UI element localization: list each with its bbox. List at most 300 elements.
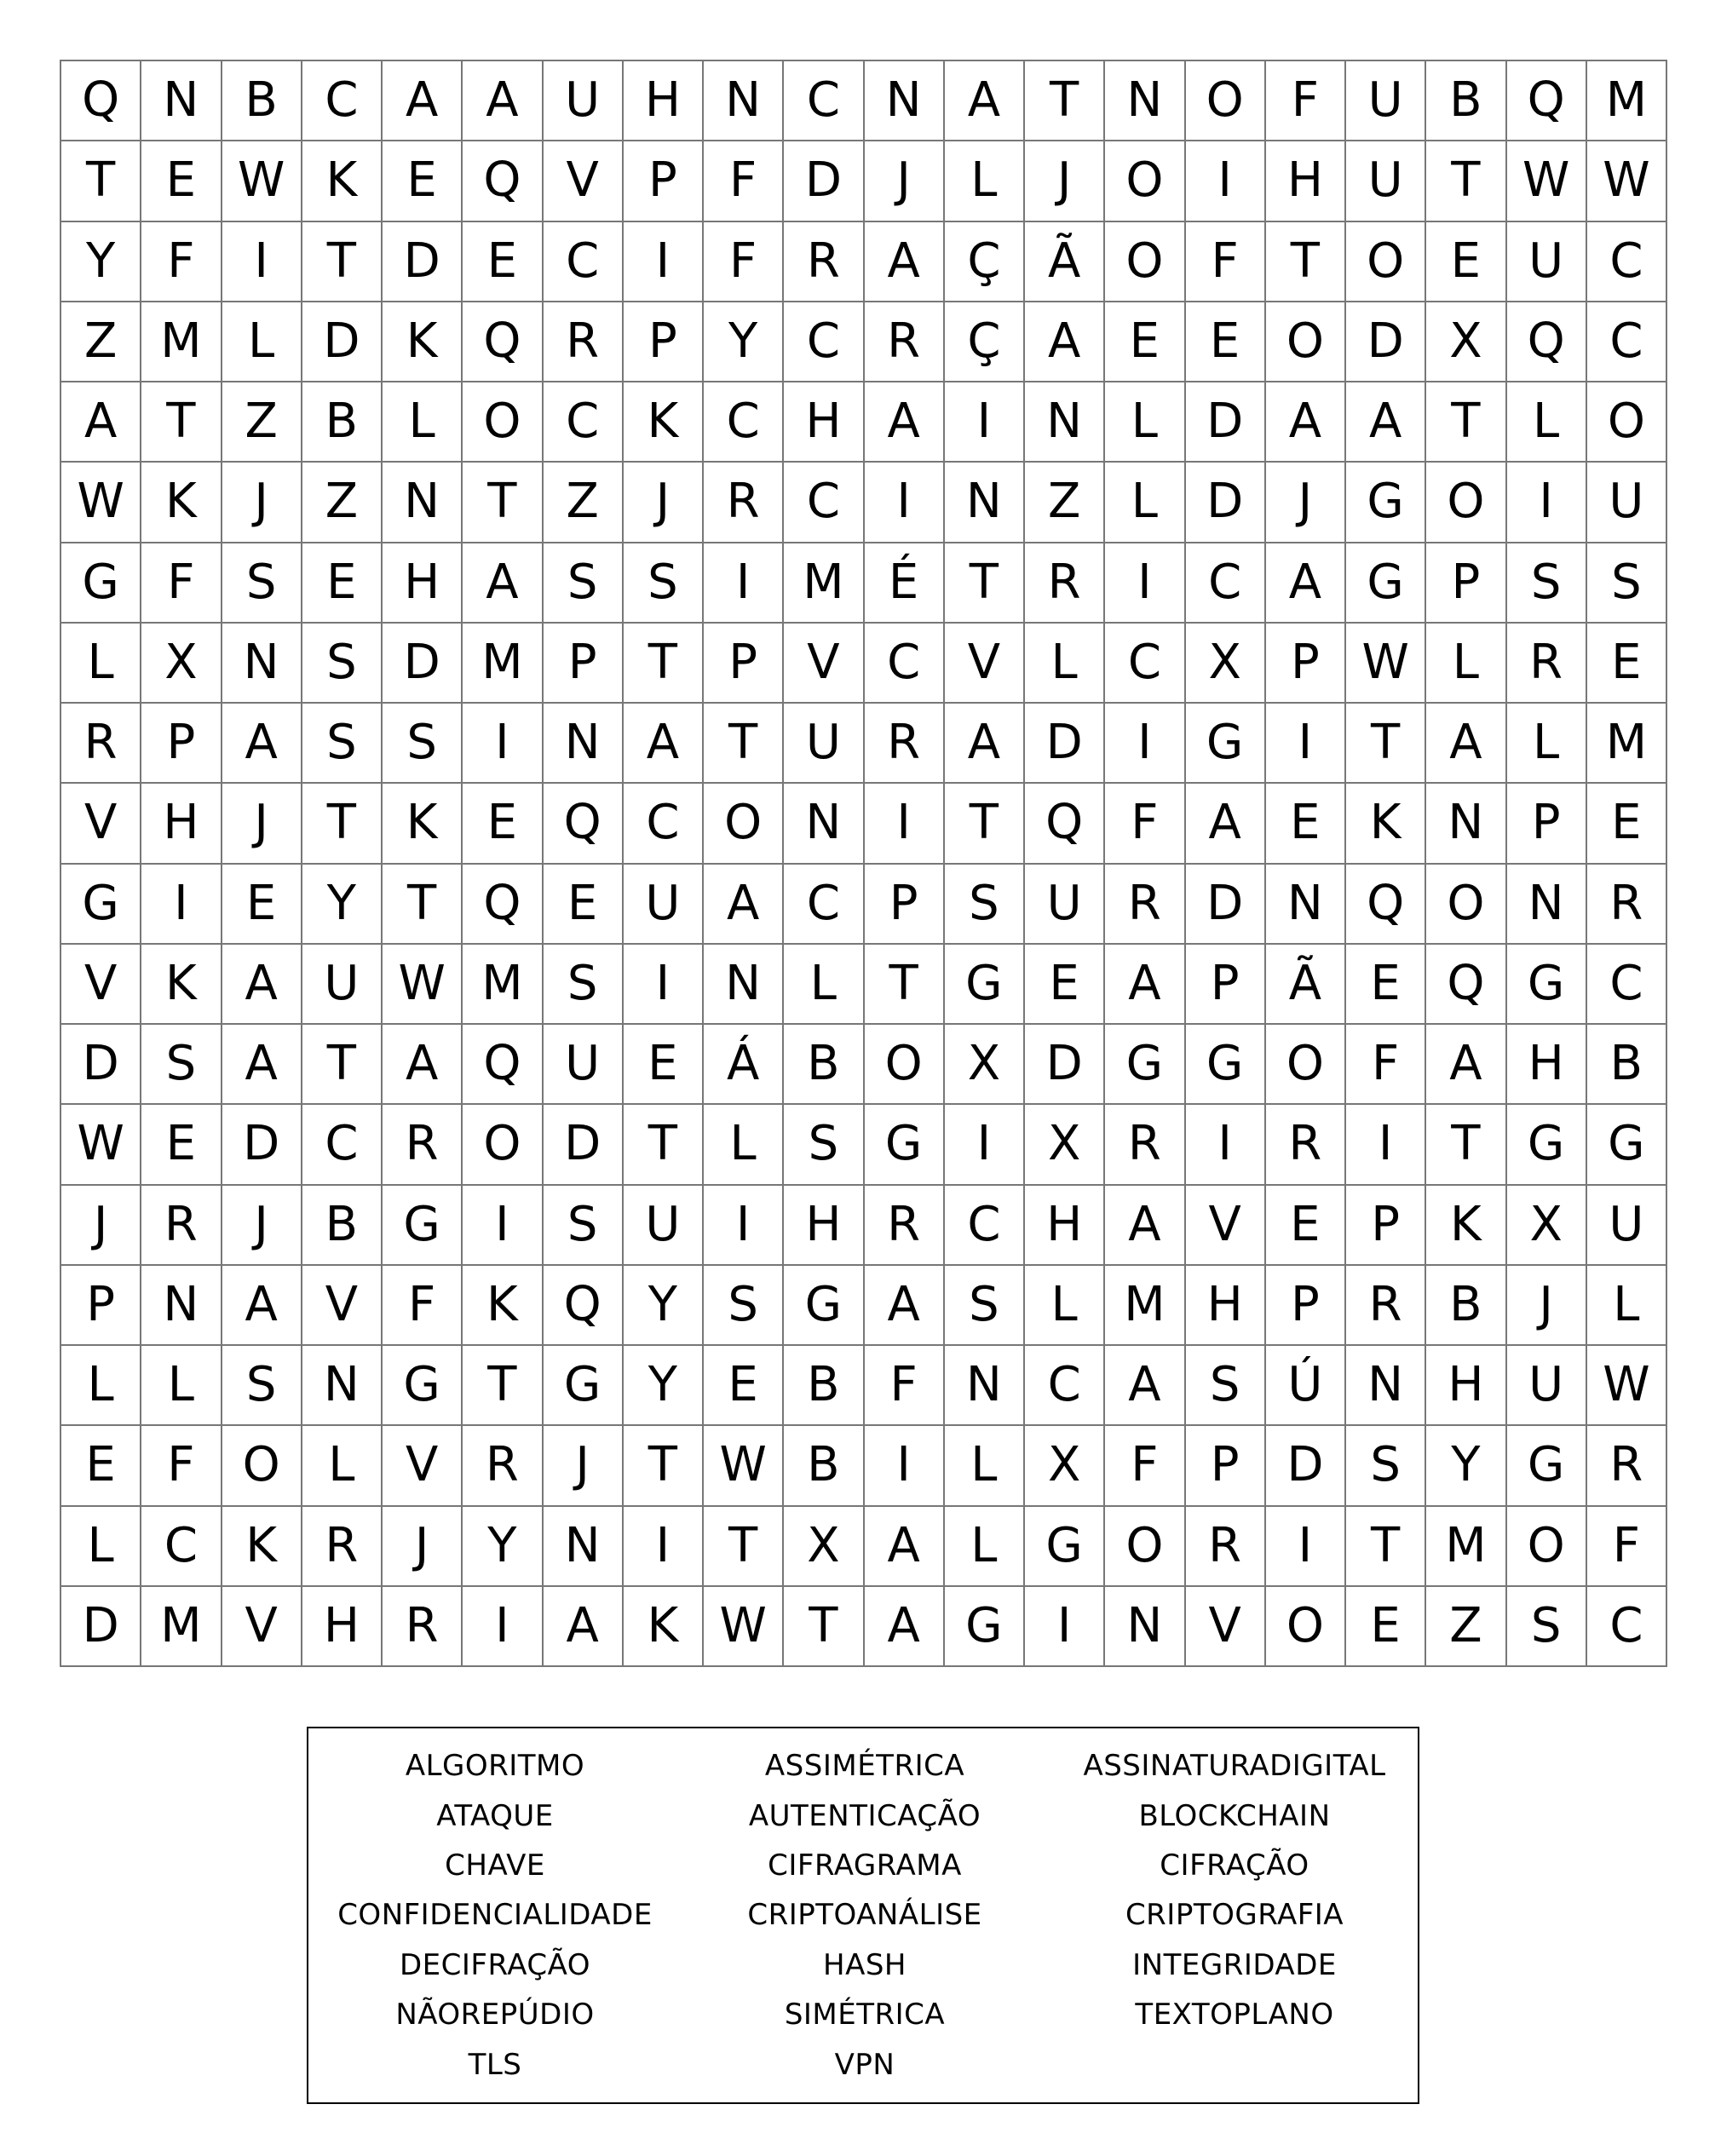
grid-cell[interactable]: V bbox=[544, 141, 624, 221]
grid-cell[interactable]: D bbox=[1266, 1426, 1346, 1506]
grid-cell[interactable]: A bbox=[704, 865, 784, 945]
grid-cell[interactable]: L bbox=[1507, 382, 1587, 463]
grid-cell[interactable]: R bbox=[141, 1186, 222, 1266]
grid-cell[interactable]: O bbox=[1507, 1507, 1587, 1587]
grid-cell[interactable]: H bbox=[302, 1587, 383, 1667]
grid-cell[interactable]: S bbox=[222, 1346, 302, 1426]
grid-cell[interactable]: O bbox=[463, 1105, 543, 1185]
grid-cell[interactable]: O bbox=[1105, 141, 1185, 221]
grid-cell[interactable]: K bbox=[222, 1507, 302, 1587]
grid-cell[interactable]: N bbox=[784, 784, 864, 864]
grid-cell[interactable]: C bbox=[784, 61, 864, 141]
grid-cell[interactable]: W bbox=[1587, 141, 1667, 221]
grid-cell[interactable]: F bbox=[704, 141, 784, 221]
grid-cell[interactable]: U bbox=[1346, 61, 1426, 141]
grid-cell[interactable]: C bbox=[784, 463, 864, 543]
grid-cell[interactable]: Z bbox=[1025, 463, 1105, 543]
grid-cell[interactable]: L bbox=[1507, 704, 1587, 784]
grid-cell[interactable]: D bbox=[1025, 1025, 1105, 1105]
grid-cell[interactable]: L bbox=[141, 1346, 222, 1426]
grid-cell[interactable]: U bbox=[1025, 865, 1105, 945]
grid-cell[interactable]: E bbox=[1186, 302, 1266, 382]
grid-cell[interactable]: K bbox=[463, 1266, 543, 1346]
grid-cell[interactable]: I bbox=[1105, 543, 1185, 624]
grid-cell[interactable]: L bbox=[1025, 1266, 1105, 1346]
grid-cell[interactable]: W bbox=[222, 141, 302, 221]
grid-cell[interactable]: T bbox=[302, 1025, 383, 1105]
grid-cell[interactable]: Z bbox=[302, 463, 383, 543]
grid-cell[interactable]: F bbox=[1266, 61, 1346, 141]
grid-cell[interactable]: E bbox=[141, 141, 222, 221]
grid-cell[interactable]: F bbox=[383, 1266, 463, 1346]
grid-cell[interactable]: T bbox=[1426, 382, 1506, 463]
grid-cell[interactable]: A bbox=[61, 382, 141, 463]
grid-cell[interactable]: E bbox=[222, 865, 302, 945]
grid-cell[interactable]: G bbox=[945, 945, 1025, 1025]
grid-cell[interactable]: N bbox=[704, 945, 784, 1025]
grid-cell[interactable]: G bbox=[1507, 1105, 1587, 1185]
grid-cell[interactable]: P bbox=[61, 1266, 141, 1346]
grid-cell[interactable]: F bbox=[1587, 1507, 1667, 1587]
grid-cell[interactable]: P bbox=[624, 302, 704, 382]
grid-cell[interactable]: R bbox=[1346, 1266, 1426, 1346]
grid-cell[interactable]: I bbox=[1025, 1587, 1105, 1667]
grid-cell[interactable]: G bbox=[945, 1587, 1025, 1667]
grid-cell[interactable]: A bbox=[463, 61, 543, 141]
grid-cell[interactable]: Y bbox=[463, 1507, 543, 1587]
grid-cell[interactable]: U bbox=[1507, 222, 1587, 302]
grid-cell[interactable]: M bbox=[141, 302, 222, 382]
grid-cell[interactable]: R bbox=[1507, 624, 1587, 704]
grid-cell[interactable]: R bbox=[383, 1587, 463, 1667]
grid-cell[interactable]: N bbox=[1105, 61, 1185, 141]
grid-cell[interactable]: Y bbox=[302, 865, 383, 945]
grid-cell[interactable]: O bbox=[1186, 61, 1266, 141]
grid-cell[interactable]: W bbox=[61, 463, 141, 543]
grid-cell[interactable]: A bbox=[1186, 784, 1266, 864]
grid-cell[interactable]: Ã bbox=[1025, 222, 1105, 302]
grid-cell[interactable]: W bbox=[61, 1105, 141, 1185]
grid-cell[interactable]: S bbox=[624, 543, 704, 624]
grid-cell[interactable]: E bbox=[544, 865, 624, 945]
grid-cell[interactable]: K bbox=[383, 302, 463, 382]
grid-cell[interactable]: A bbox=[865, 1266, 945, 1346]
grid-cell[interactable]: T bbox=[1426, 1105, 1506, 1185]
grid-cell[interactable]: R bbox=[1105, 1105, 1185, 1185]
grid-cell[interactable]: S bbox=[704, 1266, 784, 1346]
grid-cell[interactable]: I bbox=[704, 1186, 784, 1266]
grid-cell[interactable]: G bbox=[865, 1105, 945, 1185]
grid-cell[interactable]: T bbox=[624, 1426, 704, 1506]
grid-cell[interactable]: Q bbox=[463, 1025, 543, 1105]
grid-cell[interactable]: G bbox=[61, 865, 141, 945]
grid-cell[interactable]: I bbox=[624, 1507, 704, 1587]
grid-cell[interactable]: Y bbox=[1426, 1426, 1506, 1506]
grid-cell[interactable]: R bbox=[383, 1105, 463, 1185]
grid-cell[interactable]: A bbox=[624, 704, 704, 784]
grid-cell[interactable]: E bbox=[1587, 784, 1667, 864]
grid-cell[interactable]: A bbox=[383, 61, 463, 141]
grid-cell[interactable]: W bbox=[1346, 624, 1426, 704]
grid-cell[interactable]: U bbox=[624, 1186, 704, 1266]
grid-cell[interactable]: A bbox=[1025, 302, 1105, 382]
grid-cell[interactable]: K bbox=[1426, 1186, 1506, 1266]
grid-cell[interactable]: Y bbox=[624, 1266, 704, 1346]
grid-cell[interactable]: G bbox=[1025, 1507, 1105, 1587]
grid-cell[interactable]: I bbox=[1186, 1105, 1266, 1185]
grid-cell[interactable]: I bbox=[865, 1426, 945, 1506]
grid-cell[interactable]: H bbox=[1266, 141, 1346, 221]
grid-cell[interactable]: E bbox=[1025, 945, 1105, 1025]
grid-cell[interactable]: C bbox=[544, 382, 624, 463]
grid-cell[interactable]: J bbox=[222, 463, 302, 543]
grid-cell[interactable]: Y bbox=[624, 1346, 704, 1426]
grid-cell[interactable]: G bbox=[1507, 945, 1587, 1025]
grid-cell[interactable]: I bbox=[463, 704, 543, 784]
grid-cell[interactable]: N bbox=[865, 61, 945, 141]
grid-cell[interactable]: O bbox=[1105, 222, 1185, 302]
grid-cell[interactable]: S bbox=[1507, 543, 1587, 624]
grid-cell[interactable]: M bbox=[463, 945, 543, 1025]
grid-cell[interactable]: P bbox=[1346, 1186, 1426, 1266]
grid-cell[interactable]: T bbox=[61, 141, 141, 221]
grid-cell[interactable]: Q bbox=[1346, 865, 1426, 945]
grid-cell[interactable]: U bbox=[544, 1025, 624, 1105]
grid-cell[interactable]: W bbox=[1507, 141, 1587, 221]
grid-cell[interactable]: A bbox=[1105, 1186, 1185, 1266]
grid-cell[interactable]: G bbox=[544, 1346, 624, 1426]
grid-cell[interactable]: V bbox=[383, 1426, 463, 1506]
grid-cell[interactable]: C bbox=[141, 1507, 222, 1587]
grid-cell[interactable]: T bbox=[383, 865, 463, 945]
grid-cell[interactable]: G bbox=[1587, 1105, 1667, 1185]
grid-cell[interactable]: J bbox=[1266, 463, 1346, 543]
grid-cell[interactable]: Á bbox=[704, 1025, 784, 1105]
grid-cell[interactable]: B bbox=[1426, 61, 1506, 141]
grid-cell[interactable]: B bbox=[784, 1346, 864, 1426]
grid-cell[interactable]: T bbox=[463, 1346, 543, 1426]
grid-cell[interactable]: H bbox=[624, 61, 704, 141]
grid-cell[interactable]: E bbox=[1587, 624, 1667, 704]
grid-cell[interactable]: K bbox=[141, 463, 222, 543]
grid-cell[interactable]: A bbox=[865, 382, 945, 463]
grid-cell[interactable]: P bbox=[704, 624, 784, 704]
grid-cell[interactable]: F bbox=[1186, 222, 1266, 302]
grid-cell[interactable]: I bbox=[1186, 141, 1266, 221]
grid-cell[interactable]: D bbox=[1186, 463, 1266, 543]
grid-cell[interactable]: S bbox=[141, 1025, 222, 1105]
grid-cell[interactable]: A bbox=[1105, 945, 1185, 1025]
grid-cell[interactable]: N bbox=[383, 463, 463, 543]
grid-cell[interactable]: S bbox=[1587, 543, 1667, 624]
grid-cell[interactable]: R bbox=[784, 222, 864, 302]
grid-cell[interactable]: J bbox=[624, 463, 704, 543]
grid-cell[interactable]: S bbox=[1507, 1587, 1587, 1667]
grid-cell[interactable]: S bbox=[544, 543, 624, 624]
grid-cell[interactable]: R bbox=[1186, 1507, 1266, 1587]
grid-cell[interactable]: N bbox=[1426, 784, 1506, 864]
grid-cell[interactable]: F bbox=[141, 1426, 222, 1506]
grid-cell[interactable]: C bbox=[302, 61, 383, 141]
grid-cell[interactable]: L bbox=[945, 1507, 1025, 1587]
grid-cell[interactable]: E bbox=[1266, 1186, 1346, 1266]
grid-cell[interactable]: B bbox=[784, 1025, 864, 1105]
grid-cell[interactable]: P bbox=[1266, 1266, 1346, 1346]
grid-cell[interactable]: M bbox=[463, 624, 543, 704]
grid-cell[interactable]: I bbox=[463, 1186, 543, 1266]
grid-cell[interactable]: D bbox=[383, 222, 463, 302]
grid-cell[interactable]: V bbox=[222, 1587, 302, 1667]
grid-cell[interactable]: J bbox=[865, 141, 945, 221]
grid-cell[interactable]: A bbox=[383, 1025, 463, 1105]
grid-cell[interactable]: L bbox=[302, 1426, 383, 1506]
grid-cell[interactable]: J bbox=[222, 784, 302, 864]
grid-cell[interactable]: H bbox=[141, 784, 222, 864]
grid-cell[interactable]: E bbox=[1266, 784, 1346, 864]
grid-cell[interactable]: Q bbox=[1426, 945, 1506, 1025]
grid-cell[interactable]: C bbox=[1587, 302, 1667, 382]
grid-cell[interactable]: U bbox=[1587, 1186, 1667, 1266]
grid-cell[interactable]: A bbox=[945, 61, 1025, 141]
grid-cell[interactable]: U bbox=[1346, 141, 1426, 221]
grid-cell[interactable]: D bbox=[1346, 302, 1426, 382]
grid-cell[interactable]: R bbox=[865, 1186, 945, 1266]
grid-cell[interactable]: W bbox=[704, 1426, 784, 1506]
grid-cell[interactable]: K bbox=[141, 945, 222, 1025]
grid-cell[interactable]: E bbox=[1346, 945, 1426, 1025]
grid-cell[interactable]: L bbox=[1105, 463, 1185, 543]
grid-cell[interactable]: A bbox=[222, 704, 302, 784]
grid-cell[interactable]: J bbox=[1507, 1266, 1587, 1346]
grid-cell[interactable]: N bbox=[1346, 1346, 1426, 1426]
grid-cell[interactable]: C bbox=[704, 382, 784, 463]
grid-cell[interactable]: P bbox=[141, 704, 222, 784]
grid-cell[interactable]: L bbox=[1025, 624, 1105, 704]
grid-cell[interactable]: V bbox=[61, 784, 141, 864]
grid-cell[interactable]: A bbox=[463, 543, 543, 624]
grid-cell[interactable]: E bbox=[61, 1426, 141, 1506]
grid-cell[interactable]: Q bbox=[1025, 784, 1105, 864]
grid-cell[interactable]: N bbox=[945, 463, 1025, 543]
grid-cell[interactable]: S bbox=[222, 543, 302, 624]
grid-cell[interactable]: C bbox=[302, 1105, 383, 1185]
grid-cell[interactable]: N bbox=[544, 1507, 624, 1587]
grid-cell[interactable]: C bbox=[784, 302, 864, 382]
grid-cell[interactable]: E bbox=[704, 1346, 784, 1426]
grid-cell[interactable]: P bbox=[1186, 945, 1266, 1025]
grid-cell[interactable]: Z bbox=[61, 302, 141, 382]
grid-cell[interactable]: C bbox=[784, 865, 864, 945]
grid-cell[interactable]: Ç bbox=[945, 302, 1025, 382]
grid-cell[interactable]: S bbox=[1346, 1426, 1426, 1506]
grid-cell[interactable]: O bbox=[1426, 865, 1506, 945]
grid-cell[interactable]: A bbox=[865, 1507, 945, 1587]
grid-cell[interactable]: S bbox=[302, 624, 383, 704]
grid-cell[interactable]: L bbox=[945, 1426, 1025, 1506]
grid-cell[interactable]: T bbox=[302, 222, 383, 302]
grid-cell[interactable]: A bbox=[865, 1587, 945, 1667]
grid-cell[interactable]: E bbox=[1426, 222, 1506, 302]
grid-cell[interactable]: C bbox=[865, 624, 945, 704]
grid-cell[interactable]: R bbox=[1587, 865, 1667, 945]
grid-cell[interactable]: O bbox=[1266, 1587, 1346, 1667]
grid-cell[interactable]: G bbox=[1186, 704, 1266, 784]
grid-cell[interactable]: X bbox=[141, 624, 222, 704]
grid-cell[interactable]: K bbox=[302, 141, 383, 221]
grid-cell[interactable]: W bbox=[704, 1587, 784, 1667]
grid-cell[interactable]: A bbox=[222, 945, 302, 1025]
grid-cell[interactable]: G bbox=[1507, 1426, 1587, 1506]
grid-cell[interactable]: T bbox=[1266, 222, 1346, 302]
grid-cell[interactable]: X bbox=[1186, 624, 1266, 704]
grid-cell[interactable]: Z bbox=[544, 463, 624, 543]
grid-cell[interactable]: L bbox=[945, 141, 1025, 221]
grid-cell[interactable]: A bbox=[1105, 1346, 1185, 1426]
grid-cell[interactable]: L bbox=[1587, 1266, 1667, 1346]
grid-cell[interactable]: X bbox=[1025, 1105, 1105, 1185]
grid-cell[interactable]: S bbox=[945, 1266, 1025, 1346]
grid-cell[interactable]: Ã bbox=[1266, 945, 1346, 1025]
grid-cell[interactable]: R bbox=[865, 704, 945, 784]
grid-cell[interactable]: V bbox=[61, 945, 141, 1025]
grid-cell[interactable]: C bbox=[1587, 1587, 1667, 1667]
grid-cell[interactable]: P bbox=[865, 865, 945, 945]
grid-cell[interactable]: L bbox=[784, 945, 864, 1025]
grid-cell[interactable]: T bbox=[1025, 61, 1105, 141]
grid-cell[interactable]: G bbox=[383, 1346, 463, 1426]
grid-cell[interactable]: T bbox=[1426, 141, 1506, 221]
grid-cell[interactable]: R bbox=[544, 302, 624, 382]
grid-cell[interactable]: E bbox=[383, 141, 463, 221]
grid-cell[interactable]: S bbox=[544, 945, 624, 1025]
grid-cell[interactable]: I bbox=[945, 382, 1025, 463]
grid-cell[interactable]: R bbox=[1105, 865, 1185, 945]
grid-cell[interactable]: A bbox=[1426, 1025, 1506, 1105]
grid-cell[interactable]: N bbox=[302, 1346, 383, 1426]
grid-cell[interactable]: F bbox=[1105, 784, 1185, 864]
grid-cell[interactable]: I bbox=[141, 865, 222, 945]
grid-cell[interactable]: K bbox=[624, 1587, 704, 1667]
grid-cell[interactable]: G bbox=[1346, 463, 1426, 543]
grid-cell[interactable]: X bbox=[1426, 302, 1506, 382]
grid-cell[interactable]: V bbox=[302, 1266, 383, 1346]
grid-cell[interactable]: Q bbox=[1507, 61, 1587, 141]
grid-cell[interactable]: H bbox=[383, 543, 463, 624]
grid-cell[interactable]: P bbox=[1426, 543, 1506, 624]
grid-cell[interactable]: E bbox=[141, 1105, 222, 1185]
grid-cell[interactable]: C bbox=[1587, 945, 1667, 1025]
grid-cell[interactable]: B bbox=[222, 61, 302, 141]
grid-cell[interactable]: I bbox=[945, 1105, 1025, 1185]
grid-cell[interactable]: O bbox=[1426, 463, 1506, 543]
grid-cell[interactable]: G bbox=[1186, 1025, 1266, 1105]
grid-cell[interactable]: Q bbox=[463, 141, 543, 221]
grid-cell[interactable]: D bbox=[302, 302, 383, 382]
grid-cell[interactable]: D bbox=[61, 1587, 141, 1667]
grid-cell[interactable]: F bbox=[1346, 1025, 1426, 1105]
grid-cell[interactable]: N bbox=[544, 704, 624, 784]
grid-cell[interactable]: Ú bbox=[1266, 1346, 1346, 1426]
grid-cell[interactable]: F bbox=[141, 222, 222, 302]
grid-cell[interactable]: Q bbox=[1507, 302, 1587, 382]
grid-cell[interactable]: G bbox=[61, 543, 141, 624]
grid-cell[interactable]: P bbox=[544, 624, 624, 704]
grid-cell[interactable]: R bbox=[865, 302, 945, 382]
grid-cell[interactable]: T bbox=[865, 945, 945, 1025]
grid-cell[interactable]: O bbox=[865, 1025, 945, 1105]
grid-cell[interactable]: L bbox=[61, 1507, 141, 1587]
grid-cell[interactable]: T bbox=[1346, 704, 1426, 784]
grid-cell[interactable]: U bbox=[302, 945, 383, 1025]
grid-cell[interactable]: O bbox=[1105, 1507, 1185, 1587]
grid-cell[interactable]: I bbox=[865, 463, 945, 543]
grid-cell[interactable]: B bbox=[1587, 1025, 1667, 1105]
grid-cell[interactable]: V bbox=[1186, 1186, 1266, 1266]
grid-cell[interactable]: L bbox=[1105, 382, 1185, 463]
grid-cell[interactable]: C bbox=[544, 222, 624, 302]
grid-cell[interactable]: A bbox=[1346, 382, 1426, 463]
grid-cell[interactable]: M bbox=[1587, 704, 1667, 784]
grid-cell[interactable]: A bbox=[1266, 543, 1346, 624]
grid-cell[interactable]: N bbox=[1507, 865, 1587, 945]
grid-cell[interactable]: F bbox=[1105, 1426, 1185, 1506]
grid-cell[interactable]: A bbox=[865, 222, 945, 302]
grid-cell[interactable]: X bbox=[1025, 1426, 1105, 1506]
grid-cell[interactable]: I bbox=[1266, 1507, 1346, 1587]
grid-cell[interactable]: M bbox=[1105, 1266, 1185, 1346]
grid-cell[interactable]: A bbox=[1426, 704, 1506, 784]
grid-cell[interactable]: A bbox=[222, 1266, 302, 1346]
grid-cell[interactable]: L bbox=[1426, 624, 1506, 704]
grid-cell[interactable]: G bbox=[1346, 543, 1426, 624]
grid-cell[interactable]: B bbox=[784, 1426, 864, 1506]
grid-cell[interactable]: G bbox=[784, 1266, 864, 1346]
grid-cell[interactable]: A bbox=[945, 704, 1025, 784]
grid-cell[interactable]: B bbox=[302, 1186, 383, 1266]
grid-cell[interactable]: E bbox=[463, 222, 543, 302]
grid-cell[interactable]: T bbox=[704, 704, 784, 784]
grid-cell[interactable]: T bbox=[704, 1507, 784, 1587]
grid-cell[interactable]: E bbox=[463, 784, 543, 864]
grid-cell[interactable]: C bbox=[1025, 1346, 1105, 1426]
grid-cell[interactable]: P bbox=[1507, 784, 1587, 864]
grid-cell[interactable]: R bbox=[704, 463, 784, 543]
grid-cell[interactable]: W bbox=[1587, 1346, 1667, 1426]
grid-cell[interactable]: R bbox=[1266, 1105, 1346, 1185]
grid-cell[interactable]: Q bbox=[61, 61, 141, 141]
grid-cell[interactable]: L bbox=[704, 1105, 784, 1185]
grid-cell[interactable]: D bbox=[1186, 382, 1266, 463]
grid-cell[interactable]: N bbox=[141, 61, 222, 141]
grid-cell[interactable]: U bbox=[624, 865, 704, 945]
grid-cell[interactable]: F bbox=[704, 222, 784, 302]
grid-cell[interactable]: I bbox=[1346, 1105, 1426, 1185]
grid-cell[interactable]: C bbox=[1186, 543, 1266, 624]
grid-cell[interactable]: T bbox=[302, 784, 383, 864]
grid-cell[interactable]: B bbox=[1426, 1266, 1506, 1346]
grid-cell[interactable]: F bbox=[865, 1346, 945, 1426]
grid-cell[interactable]: F bbox=[141, 543, 222, 624]
grid-cell[interactable]: I bbox=[624, 945, 704, 1025]
grid-cell[interactable]: J bbox=[61, 1186, 141, 1266]
grid-cell[interactable]: Z bbox=[1426, 1587, 1506, 1667]
grid-cell[interactable]: O bbox=[1266, 302, 1346, 382]
grid-cell[interactable]: R bbox=[1587, 1426, 1667, 1506]
grid-cell[interactable]: L bbox=[61, 1346, 141, 1426]
grid-cell[interactable]: N bbox=[704, 61, 784, 141]
grid-cell[interactable]: V bbox=[1186, 1587, 1266, 1667]
grid-cell[interactable]: I bbox=[1105, 704, 1185, 784]
